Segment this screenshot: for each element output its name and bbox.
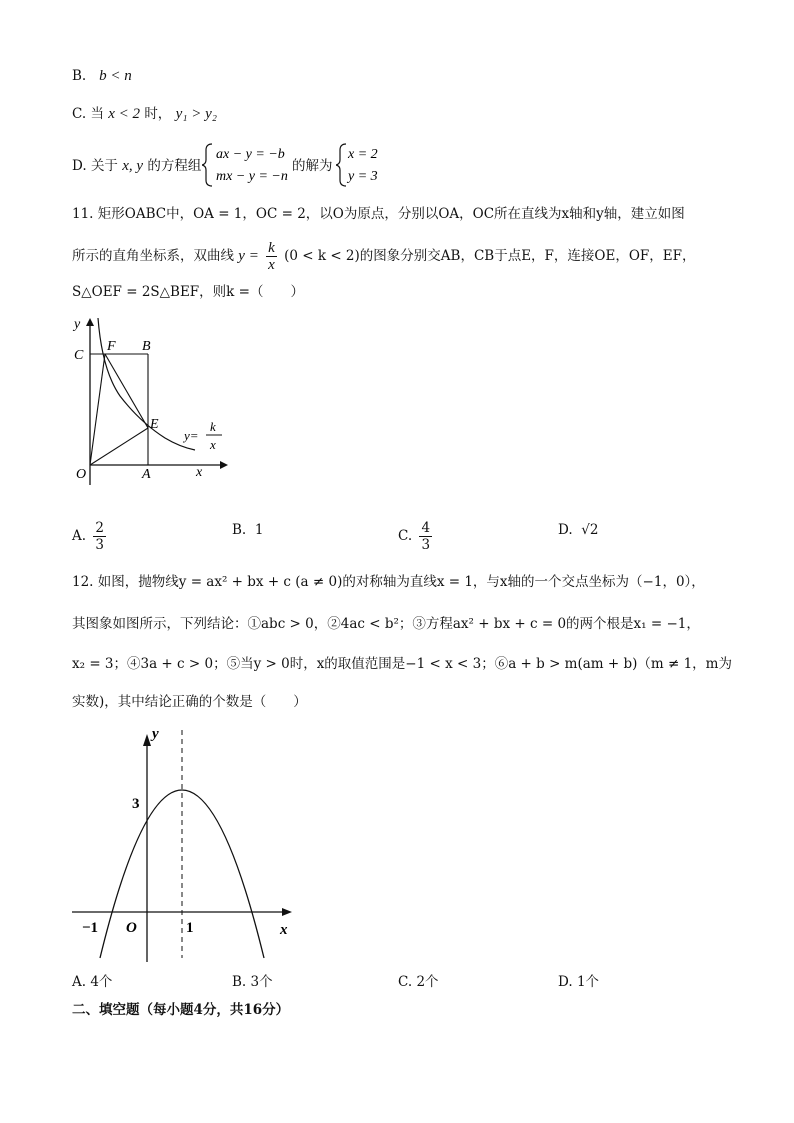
label-C: C — [74, 348, 84, 363]
q11-line1: 11. 矩形OABC中，OA = 1，OC = 2，以O为原点，分别以OA，OC所在直线为x轴和y轴，建立如图 — [72, 206, 685, 222]
q12-line2: 其图象如图所示，下列结论：①abc > 0，②4ac < b²；③方程ax² + bx + c = 0的两个根是x₁ = −1， — [72, 616, 700, 632]
label-E: E — [150, 417, 159, 432]
q12-option-c: C. 2个 — [398, 974, 439, 990]
q10-sol1: x = 2 — [348, 147, 378, 162]
label-curve-k: k — [210, 419, 216, 434]
q11-option-a: A. $\frac{2}{3}$ — [72, 520, 104, 553]
brace-icon — [202, 142, 302, 188]
label-O: O — [76, 467, 87, 482]
section-title: 二、填空题（每小题4分，共16分） — [72, 1002, 290, 1018]
q12-line1: 12. 如图，抛物线y = ax² + bx + c (a ≠ 0)的对称轴为直线x = 1，与x轴的一个交点坐标为（−1，0）， — [72, 574, 705, 590]
hyperbola-curve — [98, 318, 195, 450]
q10-option-b: B. b < n — [72, 68, 132, 84]
label-neg1: −1 — [82, 920, 99, 936]
q10-option-c: C. 当 x < 2 时， y₁ > y₂ — [72, 106, 217, 122]
y-axis-arrow-icon — [86, 318, 94, 326]
segment-OF — [90, 354, 105, 465]
label-x: x — [196, 465, 203, 480]
q11-line3: S△OEF = 2S△BEF，则k =（ ） — [72, 284, 304, 300]
segment-EF — [105, 354, 148, 428]
q11-option-b: B. 1 — [232, 522, 264, 538]
label-three: 3 — [132, 796, 140, 812]
label-O: O — [126, 920, 137, 936]
q11-frac: $\frac{k}{x}$ — [268, 240, 275, 273]
q11-line2: 所示的直角坐标系，双曲线 y = $\frac{k}{x}$ (0 < k < 2)的图象分别交AB，CB于点E，F，连接OE，OF，EF， — [72, 240, 696, 273]
label-y: y — [152, 726, 159, 742]
q10-system-equations — [202, 142, 302, 192]
q12-option-b: B. 3个 — [232, 974, 273, 990]
q12-graph — [70, 722, 300, 962]
q11-option-d: D. √2 — [558, 522, 599, 538]
label-y: y — [74, 317, 81, 332]
q10-system-solution — [336, 142, 396, 192]
q12-line4: 实数)，其中结论正确的个数是（ ） — [72, 694, 307, 710]
label-curve-eq: y= — [184, 428, 199, 443]
label-F: F — [107, 339, 116, 354]
q12-option-a: A. 4个 — [72, 974, 113, 990]
q10-option-b-expr: b < n — [99, 68, 132, 84]
y-axis-arrow-icon — [143, 734, 151, 746]
q10-eq1: ax − y = −b — [216, 147, 285, 162]
q10-option-d-post: 的解为 — [292, 158, 333, 174]
label-curve-x: x — [210, 437, 216, 452]
brace-icon — [336, 142, 396, 188]
segment-OE — [90, 428, 148, 465]
q10-option-d: D. 关于 x, y 的方程组 — [72, 158, 202, 174]
q12-line3: x₂ = 3；④3a + c > 0；⑤当y > 0时，x的取值范围是−1 < x < 3；⑥a + b > m(am + b)（m ≠ 1，m为 — [72, 656, 732, 672]
q10-sol2: y = 3 — [348, 169, 378, 184]
label-x: x — [280, 922, 288, 938]
label-B: B — [142, 339, 151, 354]
x-axis-arrow-icon — [282, 908, 292, 916]
q12-option-d: D. 1个 — [558, 974, 600, 990]
q10-eq2: mx − y = −n — [216, 169, 288, 184]
label-one: 1 — [186, 920, 194, 936]
label-A: A — [142, 467, 151, 482]
q11-option-c: C. $\frac{4}{3}$ — [398, 520, 431, 553]
x-axis-arrow-icon — [220, 461, 228, 469]
q11-graph — [70, 310, 240, 485]
